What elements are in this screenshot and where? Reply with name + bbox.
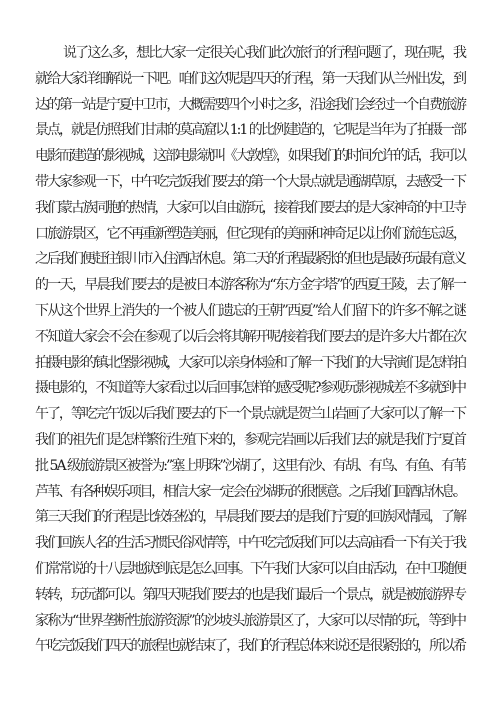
text-line: 芦苇、有各种娱乐项目，相信大家一定会在沙湖玩的很惬意。之后我们回酒店休息。 (35, 483, 465, 500)
text-line: 就给大家详细解说一下吧。咱们这次呢是四天的行程，第一天我们从兰州出发，到 (35, 70, 465, 87)
text-line: 口旅游景区，它不再重新塑造美丽，但它现有的美丽和神奇足以让你们流连忘返， (35, 225, 465, 242)
text-line: 批 5A 级旅游景区被誉为:”塞上明珠”沙湖了，这里有沙、有胡、有鸟、有鱼、有苇 (35, 457, 466, 474)
text-line: 景点，就是仿照我们甘肃的莫高窟以 1:1 的比例建造的，它呢是当年为了拍摄一部 (35, 122, 466, 139)
text-line: 带大家参观一下，中午吃完饭我们要去的第一个大景点就是通湖草原，去感受一下 (35, 173, 465, 190)
text-line: 午了，等吃完午饭以后我们要去的下一个景点就是贺兰山岩画了大家可以了解一下 (35, 406, 465, 423)
text-line: 下从这个世界上消失的一个被人们遗忘的王朝”西夏”给人们留下的许多不解之谜 (35, 302, 466, 319)
text-line: 我们的祖先们是怎样繁衍生殖下来的，参观完岩画以后我们去的就是我们宁夏首 (35, 431, 466, 448)
text-line: 们常常说的十八层地狱到底是怎么回事。下午我们大家可以自由活动，在中卫随便 (35, 560, 465, 577)
text-line: 的一天，早晨我们要去的是被日本游客称为“东方金字塔”的西夏王陵，去了解一 (35, 277, 466, 294)
document-body (35, 41, 467, 660)
text-line: 达的第一站是宁夏中卫市，大概需要四个小时之多，沿途我们会经过一个自费旅游 (35, 96, 465, 113)
text-line: 午吃完饭我们四天的旅程也就结束了，我们的行程总体来说还是很紧张的，所以希 (35, 638, 465, 655)
text-line: 不知道大家会不会在参观了以后会将其解开呢/接着我们要去的是许多大片都在次 (35, 328, 466, 345)
text-line: 转转，玩玩都可以。第四天呢我们要去的也是我们最后一个景点，就是被旅游界专 (35, 586, 465, 603)
text-line: 第三天我们的行程是比较轻松的，早晨我们要去的是我们宁夏的回族风情园，了解 (35, 509, 465, 526)
text-line: 摄电影的，不知道等大家看过以后回事怎样的感受呢?参观玩影视城差不多就到中 (35, 380, 466, 397)
text-line: 之后我们便赶往银川市入住酒店休息。第二天的行程最紧张的但也是最好玩最有意义 (35, 251, 465, 268)
text-line: 说了这么多，想比大家一定很关心我们此次旅行的行程问题了，现在呢，我 (63, 45, 466, 61)
text-line: 家称为“世界垄断性旅游资源”的沙坡头旅游景区了，大家可以尽情的玩，等到中 (35, 612, 466, 629)
text-line: 电影而建造的影视城，这部电影就叫《大敦煌》，如果我们的时间允许的话，我可以 (35, 148, 465, 165)
text-line: 我们蒙古族同胞的热情，大家可以自由游玩，接着我们要去的是大家神奇的中卫寺 (35, 199, 465, 216)
text-line: 拍摄电影的镇北堡影视城，大家可以亲身体验和了解一下我们的大导演们是怎样拍 (35, 354, 465, 371)
text-line: 我们回族人名的生活习惯民俗风情等，中午吃完饭我们可以去高庙看一下有关于我 (35, 535, 465, 552)
